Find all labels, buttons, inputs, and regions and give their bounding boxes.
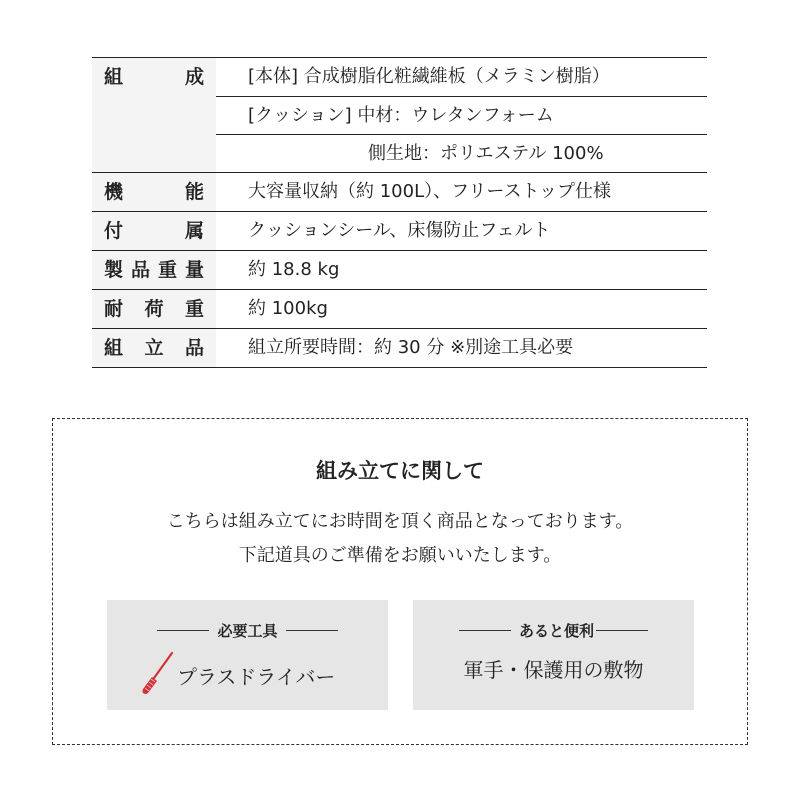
divider (596, 630, 648, 632)
label-char: 立 (144, 337, 164, 359)
label-char: 機 (104, 181, 124, 203)
spec-label (92, 251, 216, 289)
assembly-text-line: 下記道具のご準備をお願いいたします。 (238, 545, 562, 566)
label-char: 耐 (104, 298, 124, 320)
label-char: 製 (104, 259, 124, 281)
spec-table (92, 57, 707, 368)
label-char: 組 (104, 337, 124, 359)
spec-label (92, 212, 216, 250)
assembly-title: 組み立てに関して (316, 459, 484, 483)
label-char: 属 (184, 220, 204, 242)
label-char: 付 (104, 220, 124, 242)
divider (286, 630, 338, 632)
required-tools-card (107, 600, 388, 710)
spec-value: 側生地：ポリエステル 100% (216, 134, 707, 172)
card-header (107, 620, 388, 641)
spec-value: [クッション] 中材：ウレタンフォーム (216, 96, 707, 134)
spec-label (92, 58, 216, 172)
label-char: 品 (184, 337, 204, 359)
label-char: 重 (184, 298, 204, 320)
card-header (413, 620, 694, 641)
spec-value: 組立所要時間：約 30 分 ※別途工具必要 (248, 337, 574, 358)
spec-row-function (92, 173, 707, 212)
label-char: 成 (184, 66, 204, 88)
assembly-notice-box (52, 418, 748, 745)
spec-label (92, 173, 216, 211)
label-char: 量 (184, 259, 204, 281)
divider (157, 630, 209, 632)
spec-value: 約 100kg (248, 298, 328, 319)
spec-value: クッションシール、床傷防止フェルト (248, 220, 551, 241)
spec-value: 約 18.8 kg (248, 259, 340, 280)
spec-value: [本体] 合成樹脂化粧繊維板（メラミン樹脂） (248, 66, 610, 87)
spec-row-load-capacity (92, 290, 707, 329)
assembly-text-line: こちらは組み立てにお時間を頂く商品となっております。 (166, 511, 634, 532)
recommended-items-card (413, 600, 694, 710)
spec-row-weight (92, 251, 707, 290)
spec-row-composition (92, 58, 707, 173)
card-header-label: あると便利 (518, 622, 594, 640)
spec-label (92, 290, 216, 328)
label-char: 重 (157, 259, 177, 281)
card-header-label: 必要工具 (217, 622, 278, 640)
label-char: 組 (104, 66, 124, 88)
label-char: 品 (130, 259, 150, 281)
card-body (107, 654, 388, 696)
card-item: 軍手・保護用の敷物 (463, 658, 644, 682)
label-char: 能 (184, 181, 204, 203)
spec-value: 大容量収納（約 100L）、フリーストップ仕様 (248, 181, 611, 202)
card-body (413, 654, 694, 683)
divider (459, 630, 511, 632)
spec-row-accessories (92, 212, 707, 251)
screwdriver-icon (139, 650, 175, 696)
card-item: プラスドライバー (177, 664, 336, 689)
spec-label (92, 329, 216, 367)
spec-row-assembly (92, 329, 707, 368)
label-char: 荷 (144, 298, 164, 320)
